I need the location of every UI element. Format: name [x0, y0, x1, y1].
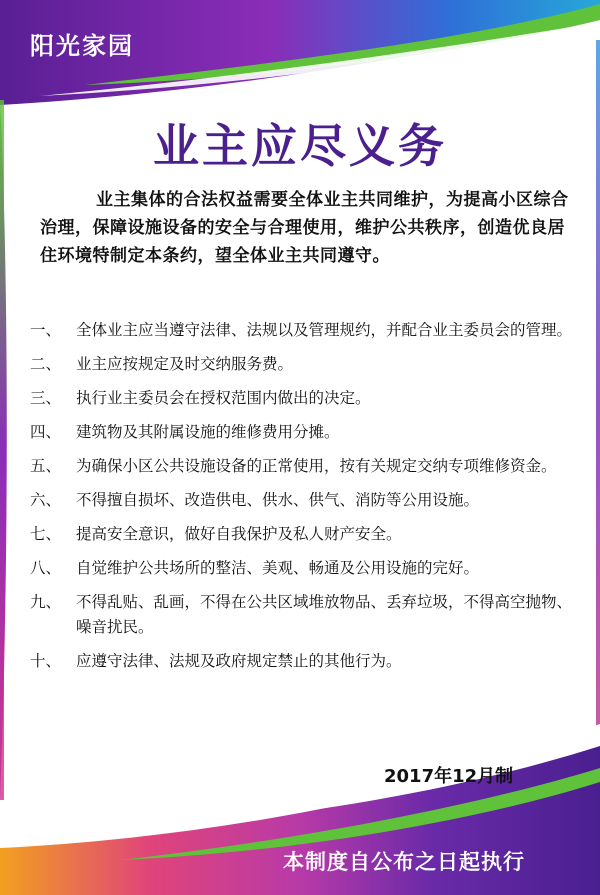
- issue-date: 2017年12月制: [384, 766, 514, 787]
- item-number: 八、: [30, 559, 62, 577]
- item-text: 不得乱贴、乱画，不得在公共区域堆放物品、丢弃垃圾，不得高空抛物、噪音扰民。: [76, 593, 573, 636]
- item-number: 九、: [30, 593, 62, 611]
- effective-notice: 本制度自公布之日起执行: [283, 850, 525, 874]
- item-number: 六、: [30, 491, 62, 509]
- item-text: 全体业主应当遵守法律、法规以及管理规约，并配合业主委员会的管理。: [76, 321, 573, 339]
- list-item: [30, 420, 575, 445]
- item-text: 建筑物及其附属设施的维修费用分摊。: [76, 423, 340, 441]
- item-number: 三、: [30, 389, 62, 407]
- list-item: [30, 590, 575, 640]
- item-number: 十、: [30, 652, 62, 670]
- item-text: 自觉维护公共场所的整洁、美观、畅通及公用设施的完好。: [76, 559, 480, 577]
- item-text: 为确保小区公共设施设备的正常使用，按有关规定交纳专项维修资金。: [76, 457, 557, 475]
- list-item: [30, 386, 575, 411]
- list-item: [30, 649, 575, 674]
- item-number: 一、: [30, 321, 62, 339]
- left-edge-stripe: [0, 100, 4, 800]
- duties-list: [30, 318, 575, 683]
- item-text: 应遵守法律、法规及政府规定禁止的其他行为。: [76, 652, 402, 670]
- item-text: 提高安全意识，做好自我保护及私人财产安全。: [76, 525, 402, 543]
- page-title: 业主应尽义务: [153, 119, 447, 173]
- item-number: 二、: [30, 355, 62, 373]
- item-number: 五、: [30, 457, 62, 475]
- list-item: [30, 318, 575, 343]
- list-item: [30, 352, 575, 377]
- item-text: 不得擅自损坏、改造供电、供水、供气、消防等公用设施。: [76, 491, 480, 509]
- list-item: [30, 522, 575, 547]
- item-number: 四、: [30, 423, 62, 441]
- item-number: 七、: [30, 525, 62, 543]
- list-item: [30, 488, 575, 513]
- item-text: 业主应按规定及时交纳服务费。: [76, 355, 294, 373]
- list-item: [30, 556, 575, 581]
- list-item: [30, 454, 575, 479]
- item-text: 执行业主委员会在授权范围内做出的决定。: [76, 389, 371, 407]
- intro-paragraph: 业主集体的合法权益需要全体业主共同维护，为提高小区综合治理，保障设施设备的安全与合理使用，维护公共秩序，创造优良居住环境特制定本条约，望全体业主共同遵守。: [40, 190, 569, 266]
- brand-name: 阳光家园: [30, 32, 134, 60]
